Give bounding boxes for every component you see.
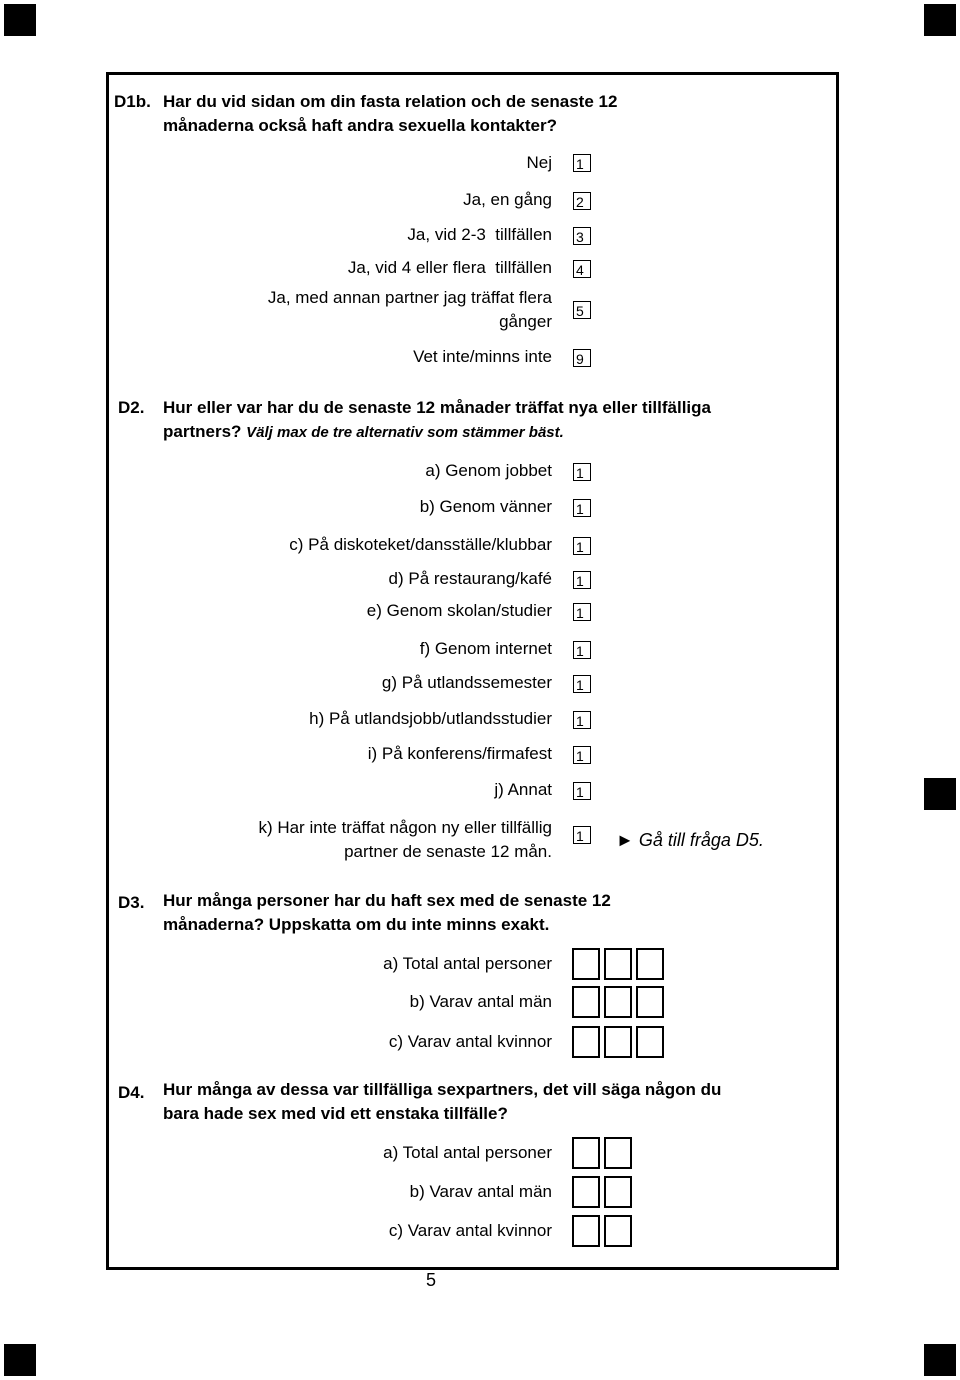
question-text-d2-main: Hur eller var har du de senaste 12 månader träffat nya eller tillfälliga partners? bbox=[163, 398, 711, 441]
d2-option-label: j) Annat bbox=[494, 780, 552, 799]
question-instruction-d2: Välj max de tre alternativ som stämmer bäst. bbox=[246, 424, 564, 441]
d2-option-checkbox[interactable]: 1 bbox=[573, 826, 591, 844]
d3-digit-box[interactable] bbox=[572, 986, 600, 1018]
d2-option-checkbox[interactable]: 1 bbox=[573, 571, 591, 589]
d2-option-label: h) På utlandsjobb/utlandsstudier bbox=[309, 709, 552, 728]
question-number-d4: D4. bbox=[118, 1083, 145, 1102]
d3-field-label: b) Varav antal män bbox=[409, 992, 552, 1011]
page-number: 5 bbox=[425, 1270, 436, 1290]
skip-instruction: ► Gå till fråga D5. bbox=[616, 830, 764, 850]
d4-field-label: c) Varav antal kvinnor bbox=[388, 1221, 552, 1240]
corner-mark-bottom-left bbox=[4, 1344, 36, 1376]
question-text-d1b: Har du vid sidan om din fasta relation och de senaste 12 månaderna också haft andra sexuella kontakter? bbox=[163, 92, 618, 135]
question-number-d2: D2. bbox=[118, 398, 145, 417]
d2-option-label: a) Genom jobbet bbox=[425, 461, 552, 480]
d3-digit-box[interactable] bbox=[636, 948, 664, 980]
d3-digit-box[interactable] bbox=[604, 1026, 632, 1058]
d4-digit-box[interactable] bbox=[604, 1137, 632, 1169]
d2-option-label: e) Genom skolan/studier bbox=[366, 601, 552, 620]
d4-digit-box[interactable] bbox=[572, 1176, 600, 1208]
d2-option-checkbox[interactable]: 1 bbox=[573, 782, 591, 800]
d2-option-label: g) På utlandssemester bbox=[381, 673, 552, 692]
question-number-d1b: D1b. bbox=[114, 92, 151, 111]
d1b-option-checkbox[interactable]: 4 bbox=[573, 260, 591, 278]
d1b-option-checkbox[interactable]: 1 bbox=[573, 154, 591, 172]
d1b-option-label: Ja, en gång bbox=[463, 190, 552, 209]
d2-option-label: i) På konferens/firmafest bbox=[367, 744, 552, 763]
d1b-option-checkbox[interactable]: 5 bbox=[573, 301, 591, 319]
d2-option-checkbox[interactable]: 1 bbox=[573, 499, 591, 517]
d1b-option-label: Ja, vid 4 eller flera tillfällen bbox=[347, 258, 552, 277]
d1b-option-label: Ja, vid 2-3 tillfällen bbox=[407, 225, 552, 244]
d3-digit-box[interactable] bbox=[604, 948, 632, 980]
d1b-option-label: Nej bbox=[526, 153, 552, 172]
d4-field-label: b) Varav antal män bbox=[409, 1182, 552, 1201]
d1b-option-checkbox[interactable]: 2 bbox=[573, 192, 591, 210]
d1b-option-label: Vet inte/minns inte bbox=[413, 347, 552, 366]
d1b-option-label: Ja, med annan partner jag träffat flera gånger bbox=[267, 288, 552, 331]
question-text-d3: Hur många personer har du haft sex med de senaste 12 månaderna? Uppskatta om du inte minns exakt. bbox=[163, 891, 611, 934]
corner-mark-top-right bbox=[924, 4, 956, 36]
d2-option-checkbox[interactable]: 1 bbox=[573, 603, 591, 621]
d1b-option-checkbox[interactable]: 3 bbox=[573, 227, 591, 245]
corner-mark-middle-right bbox=[924, 778, 956, 810]
d3-field-label: c) Varav antal kvinnor bbox=[388, 1032, 552, 1051]
d1b-option-checkbox[interactable]: 9 bbox=[573, 349, 591, 367]
d3-digit-box[interactable] bbox=[636, 1026, 664, 1058]
d2-option-label: f) Genom internet bbox=[419, 639, 552, 658]
d4-digit-box[interactable] bbox=[572, 1215, 600, 1247]
d2-option-checkbox[interactable]: 1 bbox=[573, 675, 591, 693]
d4-digit-box[interactable] bbox=[572, 1137, 600, 1169]
d3-digit-box[interactable] bbox=[604, 986, 632, 1018]
d2-option-checkbox[interactable]: 1 bbox=[573, 746, 591, 764]
d2-option-checkbox[interactable]: 1 bbox=[573, 711, 591, 729]
d2-option-checkbox[interactable]: 1 bbox=[573, 537, 591, 555]
d2-option-label: d) På restaurang/kafé bbox=[388, 569, 552, 588]
d4-digit-box[interactable] bbox=[604, 1215, 632, 1247]
d2-option-label: c) På diskoteket/dansställe/klubbar bbox=[289, 535, 552, 554]
d3-digit-box[interactable] bbox=[572, 1026, 600, 1058]
question-text-d4: Hur många av dessa var tillfälliga sexpartners, det vill säga någon du bara hade sex med vid ett enstaka tillfälle? bbox=[163, 1080, 722, 1123]
d3-digit-box[interactable] bbox=[572, 948, 600, 980]
question-text-d2 bbox=[163, 396, 723, 445]
corner-mark-top-left bbox=[4, 4, 36, 36]
d4-digit-box[interactable] bbox=[604, 1176, 632, 1208]
d3-field-label: a) Total antal personer bbox=[383, 954, 552, 973]
corner-mark-bottom-right bbox=[924, 1344, 956, 1376]
d3-digit-box[interactable] bbox=[636, 986, 664, 1018]
d4-field-label: a) Total antal personer bbox=[383, 1143, 552, 1162]
d2-option-checkbox[interactable]: 1 bbox=[573, 641, 591, 659]
d2-option-label: k) Har inte träffat någon ny eller tillfällig partner de senaste 12 mån. bbox=[258, 818, 552, 861]
d2-option-checkbox[interactable]: 1 bbox=[573, 463, 591, 481]
question-number-d3: D3. bbox=[118, 893, 145, 912]
d2-option-label: b) Genom vänner bbox=[419, 497, 552, 516]
